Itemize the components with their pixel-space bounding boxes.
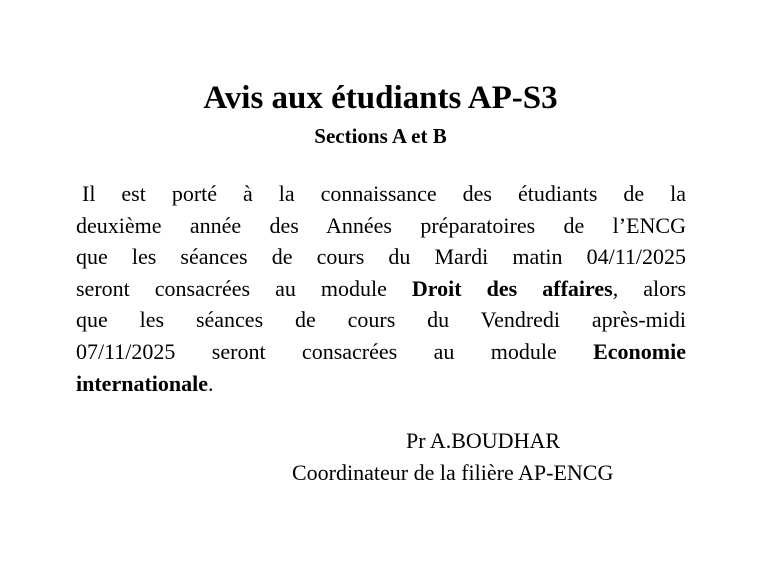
notice-title: Avis aux étudiants AP-S3 (203, 80, 558, 116)
body-line-6-pre: 07/11/2025 seront consacrées au module (76, 338, 594, 364)
body-line-3-text: que les séances de cours du Mardi matin 04/11/2025 (76, 244, 686, 270)
signature-name: Pr A.BOUDHAR (406, 428, 561, 453)
body-line-1 (76, 178, 686, 210)
module-name-economie: Economie (593, 338, 686, 364)
body-line-2-text: deuxième année des Années préparatoires de l’ENCG (76, 212, 686, 238)
body-line-3 (76, 241, 686, 273)
notice-subtitle: Sections A et B (314, 124, 447, 148)
module-name-internationale: internationale (76, 370, 208, 396)
body-line-5-text: que les séances de cours du Vendredi après-midi (76, 307, 686, 333)
body-line-2 (76, 210, 686, 242)
notice-body (76, 178, 686, 399)
module-name-droit-des-affaires: Droit des affaires (411, 275, 613, 301)
body-line-4-post: , alors (612, 275, 686, 301)
body-line-6 (76, 336, 686, 368)
body-line-4-pre: seront consacrées au module (76, 275, 412, 301)
body-line-4 (76, 273, 686, 305)
body-line-7-post: . (208, 370, 214, 396)
body-line-5 (76, 304, 686, 336)
signature-role: Coordinateur de la filière AP-ENCG (292, 460, 614, 485)
body-line-1-text: Il est porté à la connaissance des étudiants de la (82, 181, 686, 206)
body-line-7 (76, 368, 686, 400)
